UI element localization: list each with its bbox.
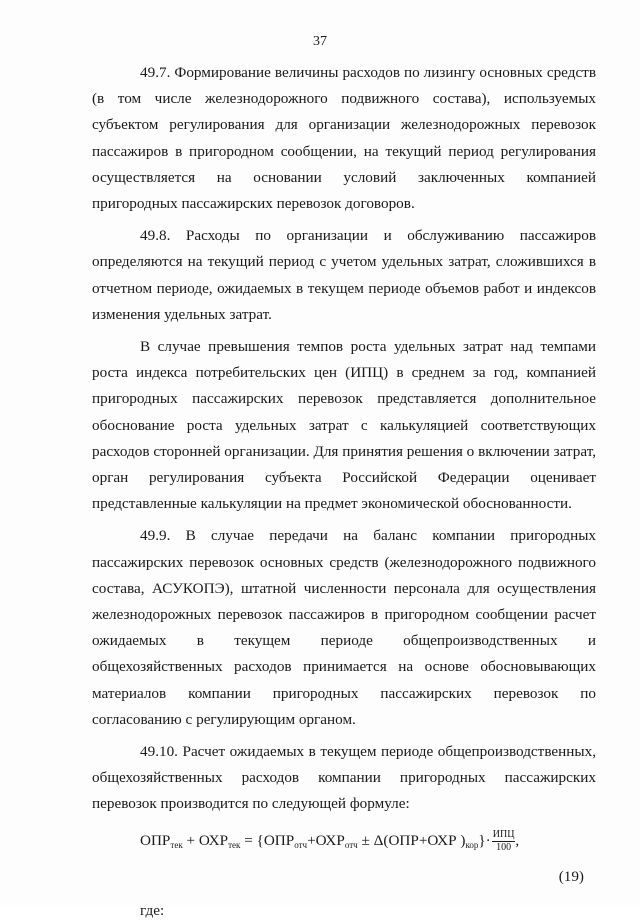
formula-punctuation: , — [515, 831, 520, 849]
page-number: 37 — [313, 34, 327, 49]
formula-subscript: кор — [465, 839, 479, 850]
formula-block — [92, 824, 596, 885]
formula-operator: + — [182, 831, 199, 849]
fraction-numerator: ИПЦ — [492, 828, 515, 840]
formula-subscript: тек — [170, 839, 183, 850]
document-body — [92, 60, 596, 924]
formula-subscript: отч — [344, 839, 358, 850]
formula-fraction — [492, 829, 516, 854]
paragraph-49-10: 49.10. Расчет ожидаемых в текущем периоде общепроизводственных, общехозяйственных расходов компании пригородных пассажирских перевозок производится по следующей формуле: — [92, 743, 596, 813]
paragraph-49-8: 49.8. Расходы по организации и обслуживанию пассажиров определяются на текущий период с учетом удельных затрат, сложившихся в отчетном периоде, ожидаемых в текущем периоде объемов работ и индексов изменения удельных затрат. — [92, 227, 596, 323]
formula-term: ОХР — [198, 831, 229, 849]
paragraph-cpi-excess: В случае превышения темпов роста удельных затрат над темпами роста индекса потребительских цен (ИПЦ) в среднем за год, компанией пригородных пассажирских перевозок представляется дополнительное обоснование роста удельных затрат с калькуляцией соответствующих расходов сторонней организации. Для принятия решения о включении затрат, орган регулирования субъекта Российской Федерации оценивает представленные калькуляции на предмет экономической обоснованности. — [92, 338, 596, 513]
paragraph-49-7: 49.7. Формирование величины расходов по лизингу основных средств (в том числе железнодорожного подвижного состава), используемых субъектом регулирования для организации железнодорожных перевозок пассажиров в пригородном сообщении, на текущий период регулирования осуществляется на основании условий заключенных компанией пригородных пассажирских перевозок договоров. — [92, 64, 596, 213]
formula-operator: + — [307, 831, 316, 849]
equation-number: (19) — [558, 867, 584, 885]
formula-term: ОПР — [140, 831, 171, 849]
formula-operator: ± Δ(ОПР+ОХР ) — [357, 831, 466, 849]
formula-subscript: отч — [294, 839, 308, 850]
formula-term: ОХР — [315, 831, 345, 849]
paragraph-49-9: 49.9. В случае передачи на баланс компании пригородных пассажирских перевозок основных средств (железнодорожного подвижного состава, АСУКОПЭ), штатной численности персонала для осуществления железнодорожных перевозок пассажиров в пригородном сообщении расчет ожидаемых в текущем периоде общепроизводственных и общехозяйственных расходов принимается на основе обосновывающих материалов компании пригородных пассажирских перевозок по согласованию с регулирующим органом. — [92, 527, 596, 728]
fraction-denominator: 100 — [496, 841, 512, 853]
where-label: где: — [140, 901, 165, 919]
formula-operator: = {ОПР — [240, 831, 295, 849]
formula-19 — [140, 828, 519, 854]
formula-subscript: тек — [228, 839, 241, 850]
formula-operator: }· — [478, 831, 491, 849]
